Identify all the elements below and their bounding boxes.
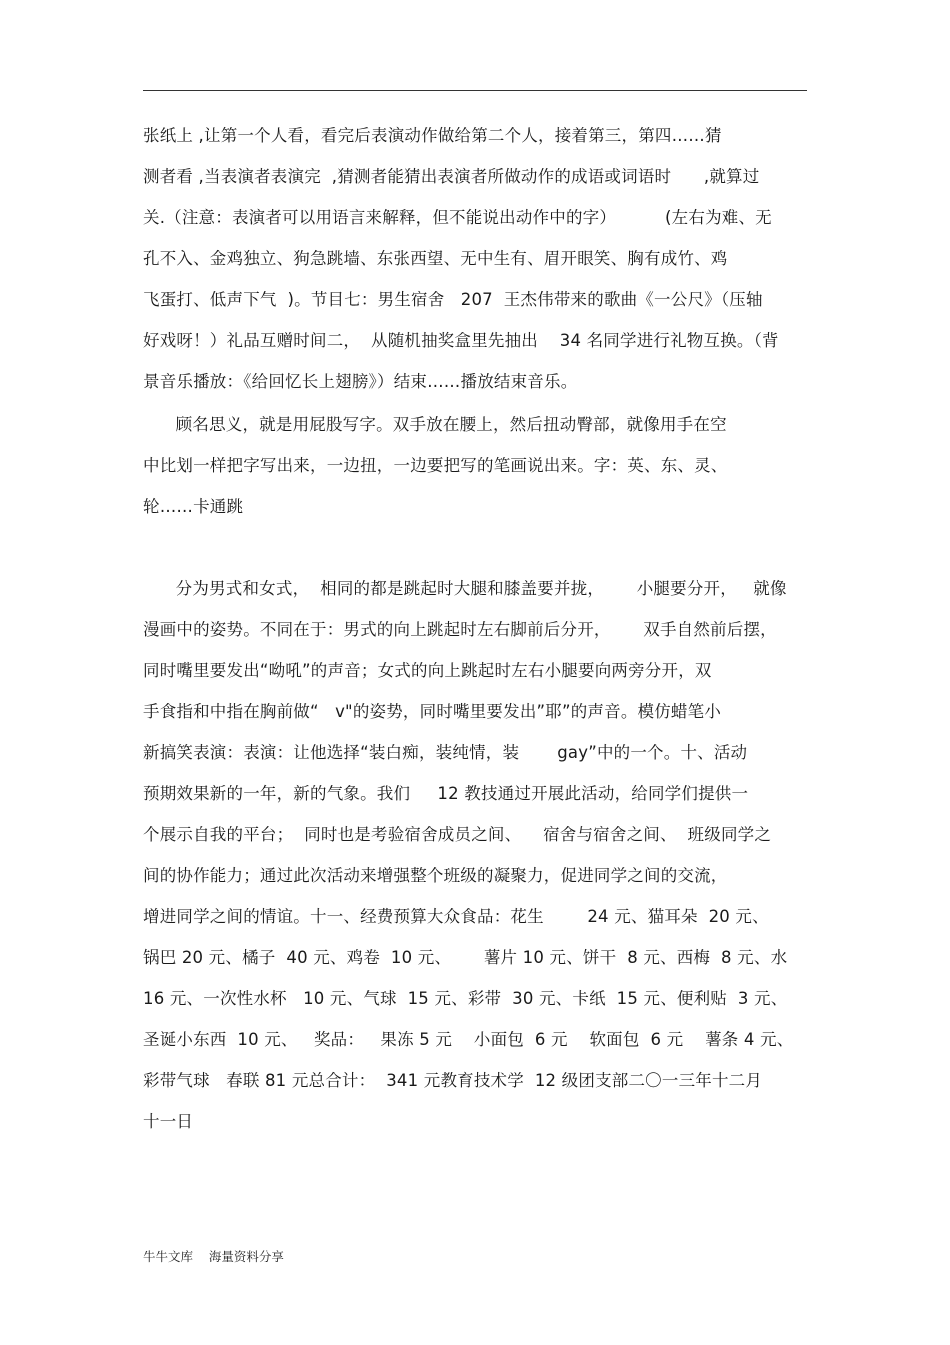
text-line: 关.（注意：表演者可以用语言来解释，但不能说出动作中的字） (左右为难、无: [143, 208, 772, 227]
text-line: 十一日: [143, 1112, 194, 1131]
text-line: 顾名思义，就是用屁股写字。双手放在腰上，然后扭动臀部，就像用手在空: [143, 415, 727, 434]
text-line: 预期效果新的一年，新的气象。我们 12 教技通过开展此活动，给同学们提供一: [143, 784, 749, 803]
text-line: 漫画中的姿势。不同在于：男式的向上跳起时左右脚前后分开， 双手自然前后摆，: [143, 620, 777, 639]
text-line: 分为男式和女式， 相同的都是跳起时大腿和膝盖要并拢， 小腿要分开， 就像: [143, 579, 787, 598]
text-line: 好戏呀！）礼品互赠时间二， 从随机抽奖盒里先抽出 34 名同学进行礼物互换。（背: [143, 331, 779, 350]
text-line: 孔不入、金鸡独立、狗急跳墙、东张西望、无中生有、眉开眼笑、胸有成竹、鸡: [143, 249, 728, 268]
text-line: 间的协作能力；通过此次活动来增强整个班级的凝聚力，促进同学之间的交流，: [143, 866, 728, 885]
text-line: 新搞笑表演：表演：让他选择“装白痴，装纯情，装 gay”中的一个。十、活动: [143, 743, 748, 762]
text-line: 测者看 ,当表演者表演完 ,猜测者能猜出表演者所做动作的成语或词语时 ,就算过: [143, 167, 760, 186]
text-line: 中比划一样把字写出来，一边扭，一边要把写的笔画说出来。字：英、东、灵、: [143, 456, 728, 475]
text-line: 个展示自我的平台； 同时也是考验宿舍成员之间、 宿舍与宿舍之间、 班级同学之: [143, 825, 772, 844]
text-line: 16 元、一次性水杯 10 元、气球 15 元、彩带 30 元、卡纸 15 元、便利贴 3 元、: [143, 989, 788, 1008]
text-line: 彩带气球 春联 81 元总合计： 341 元教育技术学 12 级团支部二〇一三年十二月: [143, 1071, 763, 1090]
text-line: 手食指和中指在胸前做“ v"的姿势，同时嘴里要发出”耶”的声音。模仿蜡笔小: [143, 702, 722, 721]
text-line: 张纸上 ,让第一个人看，看完后表演动作做给第二个人，接着第三，第四……猜: [143, 126, 722, 145]
text-line: 同时嘴里要发出“呦吼”的声音；女式的向上跳起时左右小腿要向两旁分开，双: [143, 661, 712, 680]
text-line: 轮……卡通跳: [143, 497, 244, 516]
text-line: 圣诞小东西 10 元、 奖品： 果冻 5 元 小面包 6 元 软面包 6 元 薯条 4 元、: [143, 1030, 794, 1049]
header-rule: [143, 90, 807, 91]
text-line: 景音乐播放：《给回忆长上翅膀》）结束……播放结束音乐。: [143, 372, 578, 391]
text-line: 锅巴 20 元、橘子 40 元、鸡卷 10 元、 薯片 10 元、饼干 8 元、西梅 8 元、水: [143, 948, 788, 967]
text-line: 增进同学之间的情谊。十一、经费预算大众食品：花生 24 元、猫耳朵 20 元、: [143, 907, 769, 926]
page-footer: 牛牛文库 海量资料分享: [143, 1249, 284, 1264]
text-line: 飞蛋打、低声下气 )。节目七：男生宿舍 207 王杰伟带来的歌曲《一公尺》（压轴: [143, 290, 763, 309]
